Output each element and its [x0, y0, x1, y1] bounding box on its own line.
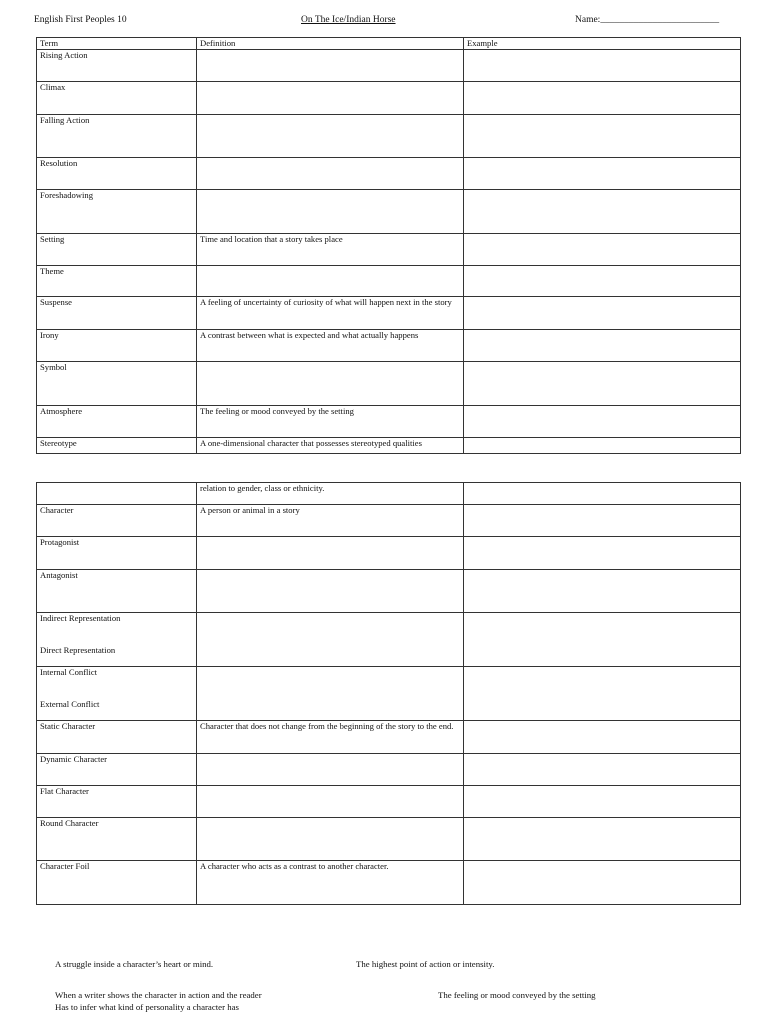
term-cell: Climax — [37, 82, 197, 115]
definition-cell[interactable]: A character who acts as a contrast to another character. — [197, 861, 464, 905]
definition-cell[interactable] — [197, 786, 464, 818]
table-row — [37, 613, 741, 667]
table-header-row — [37, 38, 741, 50]
definition-cell[interactable] — [197, 190, 464, 234]
table-row — [37, 438, 741, 454]
example-cell[interactable] — [464, 406, 741, 438]
term-cell: Rising Action — [37, 50, 197, 82]
definition-cell[interactable] — [197, 818, 464, 861]
term-label-secondary: Direct Representation — [40, 645, 116, 655]
term-cell: Flat Character — [37, 786, 197, 818]
term-cell: Static Character — [37, 721, 197, 754]
example-cell[interactable] — [464, 570, 741, 613]
example-cell[interactable] — [464, 115, 741, 158]
term-cell: Setting — [37, 234, 197, 266]
example-cell[interactable] — [464, 82, 741, 115]
example-cell[interactable] — [464, 297, 741, 330]
name-field[interactable]: Name:_________________________ — [575, 15, 720, 25]
example-cell[interactable] — [464, 234, 741, 266]
table-row — [37, 667, 741, 721]
definition-cell[interactable] — [197, 570, 464, 613]
terms-table-2 — [36, 482, 741, 905]
definition-cell[interactable]: A contrast between what is expected and what actually happens — [197, 330, 464, 362]
definition-cell[interactable] — [197, 50, 464, 82]
word-bank-line: Has to infer what kind of personality a character has — [55, 1001, 239, 1012]
table-row — [37, 297, 741, 330]
term-label: Indirect Representation — [40, 613, 121, 623]
term-cell: Foreshadowing — [37, 190, 197, 234]
term-cell: Protagonist — [37, 537, 197, 570]
example-cell[interactable] — [464, 818, 741, 861]
definition-cell[interactable] — [197, 266, 464, 297]
term-cell: Antagonist — [37, 570, 197, 613]
example-cell[interactable] — [464, 613, 741, 667]
example-cell[interactable] — [464, 721, 741, 754]
table-row — [37, 190, 741, 234]
example-cell[interactable] — [464, 362, 741, 406]
course-title: English First Peoples 10 — [34, 15, 127, 25]
example-cell[interactable] — [464, 190, 741, 234]
term-cell: Resolution — [37, 158, 197, 190]
table-row — [37, 50, 741, 82]
column-header-example: Example — [464, 38, 741, 50]
definition-cell[interactable] — [197, 667, 464, 721]
example-cell[interactable] — [464, 483, 741, 505]
term-label-secondary: External Conflict — [40, 699, 100, 709]
table-row — [37, 570, 741, 613]
example-cell[interactable] — [464, 667, 741, 721]
definition-cell[interactable]: A feeling of uncertainty of curiosity of what will happen next in the story — [197, 297, 464, 330]
definition-cell[interactable] — [197, 754, 464, 786]
table-row — [37, 537, 741, 570]
term-cell: Theme — [37, 266, 197, 297]
example-cell[interactable] — [464, 158, 741, 190]
example-cell[interactable] — [464, 861, 741, 905]
definition-cell[interactable]: Character that does not change from the beginning of the story to the end. — [197, 721, 464, 754]
table-row — [37, 362, 741, 406]
example-cell[interactable] — [464, 505, 741, 537]
definition-cell[interactable]: A person or animal in a story — [197, 505, 464, 537]
definition-cell[interactable]: relation to gender, class or ethnicity. — [197, 483, 464, 505]
definition-cell[interactable] — [197, 158, 464, 190]
term-cell: Irony — [37, 330, 197, 362]
definition-cell[interactable]: A one-dimensional character that possesses stereotyped qualities — [197, 438, 464, 454]
example-cell[interactable] — [464, 438, 741, 454]
table-row — [37, 330, 741, 362]
table-row — [37, 158, 741, 190]
term-cell: Character Foil — [37, 861, 197, 905]
term-label: Internal Conflict — [40, 667, 98, 677]
term-cell — [37, 667, 197, 721]
term-cell: Symbol — [37, 362, 197, 406]
table-row — [37, 115, 741, 158]
term-cell: Suspense — [37, 297, 197, 330]
term-cell — [37, 483, 197, 505]
definition-cell[interactable] — [197, 82, 464, 115]
term-cell: Character — [37, 505, 197, 537]
table-row — [37, 818, 741, 861]
word-bank-item — [55, 990, 262, 1013]
definition-cell[interactable]: Time and location that a story takes place — [197, 234, 464, 266]
unit-title: On The Ice/Indian Horse — [301, 15, 396, 25]
column-header-definition: Definition — [197, 38, 464, 50]
table-row — [37, 786, 741, 818]
word-bank-item: A struggle inside a character’s heart or mind. — [55, 959, 214, 969]
table-row — [37, 266, 741, 297]
term-cell: Atmosphere — [37, 406, 197, 438]
word-bank-item: The feeling or mood conveyed by the setting — [438, 990, 596, 1000]
example-cell[interactable] — [464, 754, 741, 786]
term-cell: Dynamic Character — [37, 754, 197, 786]
term-cell: Stereotype — [37, 438, 197, 454]
definition-cell[interactable] — [197, 613, 464, 667]
example-cell[interactable] — [464, 50, 741, 82]
column-header-term: Term — [37, 38, 197, 50]
definition-cell[interactable] — [197, 362, 464, 406]
terms-table-1 — [36, 37, 741, 454]
definition-cell[interactable] — [197, 537, 464, 570]
table-row — [37, 861, 741, 905]
example-cell[interactable] — [464, 537, 741, 570]
term-cell: Round Character — [37, 818, 197, 861]
word-bank-item: The highest point of action or intensity. — [356, 959, 495, 969]
example-cell[interactable] — [464, 330, 741, 362]
table-row — [37, 505, 741, 537]
table-row — [37, 82, 741, 115]
table-row — [37, 234, 741, 266]
term-cell — [37, 613, 197, 667]
table-row — [37, 754, 741, 786]
term-cell: Falling Action — [37, 115, 197, 158]
table-row — [37, 406, 741, 438]
example-cell[interactable] — [464, 266, 741, 297]
word-bank-line: When a writer shows the character in action and the reader — [55, 990, 262, 1000]
table-row — [37, 483, 741, 505]
example-cell[interactable] — [464, 786, 741, 818]
table-row — [37, 721, 741, 754]
definition-cell[interactable]: The feeling or mood conveyed by the setting — [197, 406, 464, 438]
definition-cell[interactable] — [197, 115, 464, 158]
